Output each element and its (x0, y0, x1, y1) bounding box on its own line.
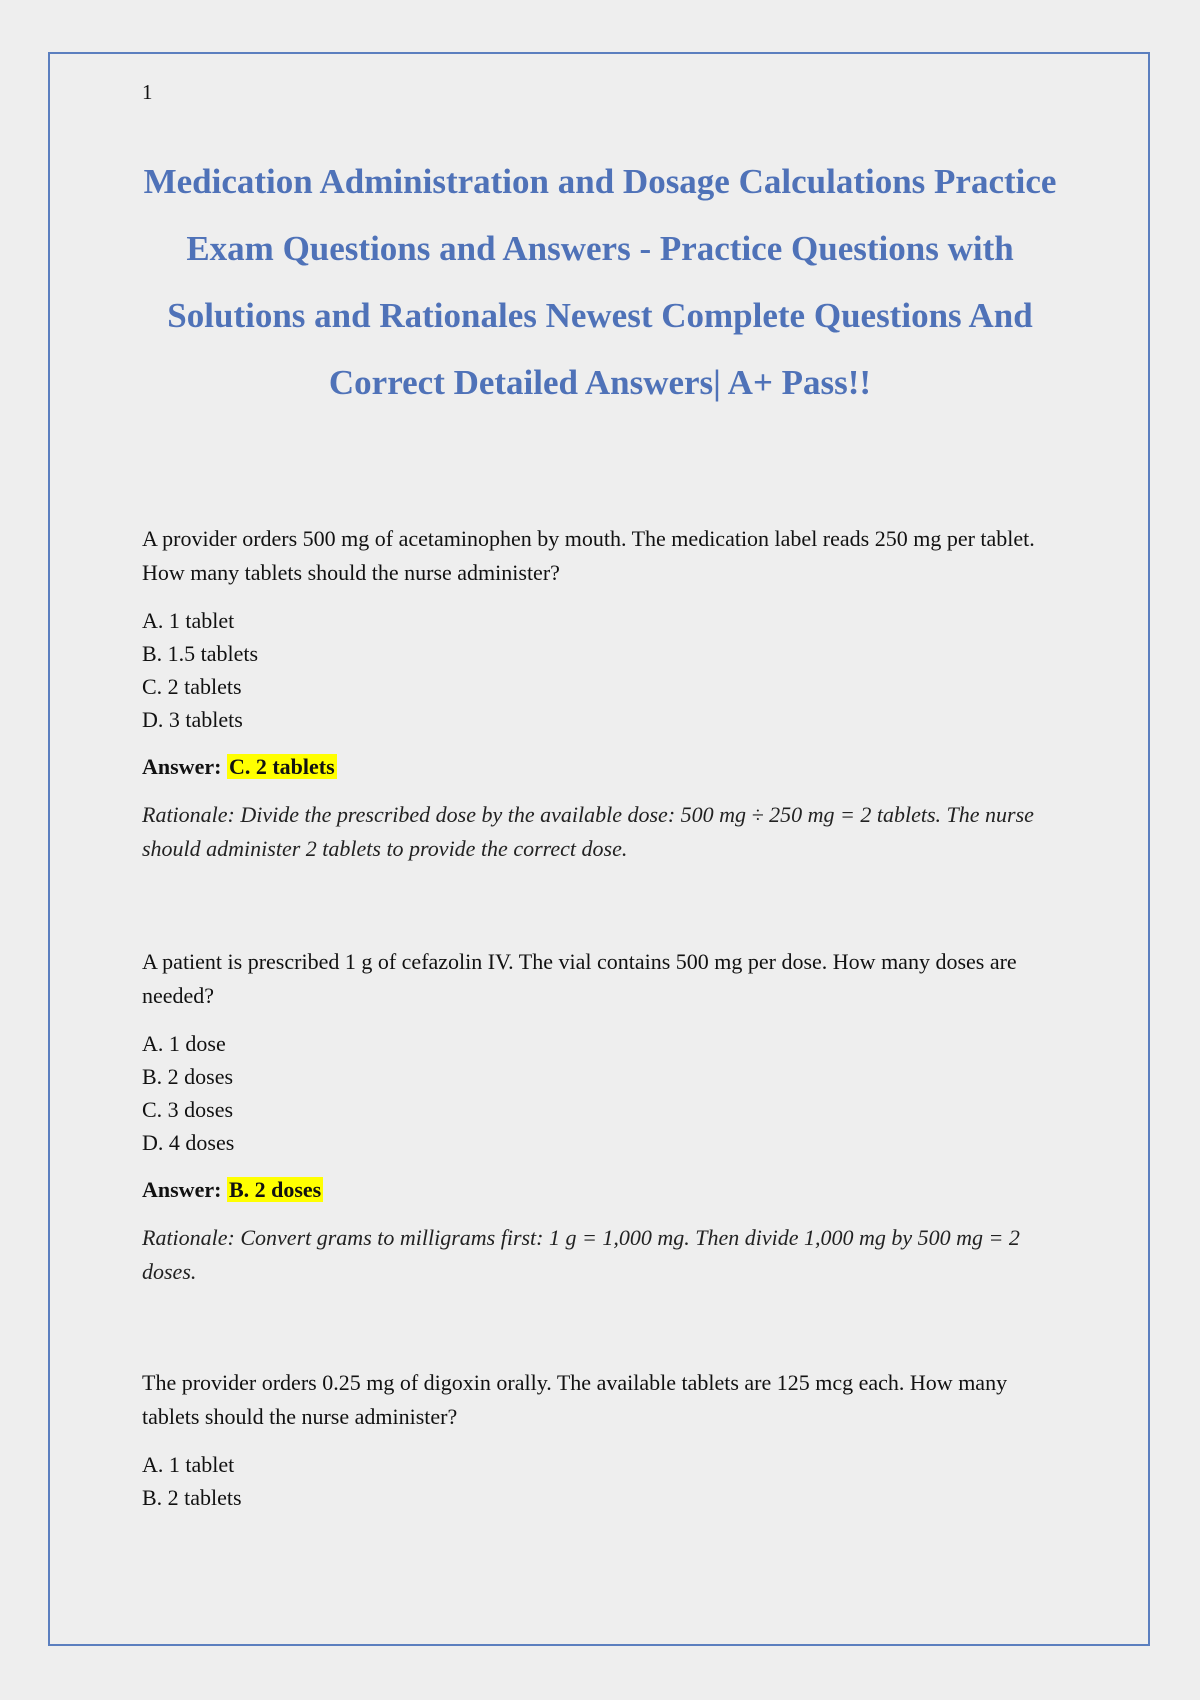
question-3 (142, 1366, 1062, 1514)
option-c: C. 2 tablets (142, 674, 242, 699)
question-text: A patient is prescribed 1 g of cefazolin IV. The vial contains 500 mg per dose. How many doses are needed? (142, 949, 1017, 1008)
option-a: A. 1 tablet (142, 608, 235, 633)
option-b: B. 2 doses (142, 1064, 234, 1089)
answer-label: Answer: (142, 754, 222, 779)
answer-options (142, 1027, 1062, 1159)
page-number: 1 (142, 80, 153, 104)
answer-value-highlight: C. 2 tablets (228, 754, 335, 779)
answer-options (142, 604, 1062, 736)
answer-line (142, 750, 1062, 784)
rationale: Rationale: Convert grams to milligrams first: 1 g = 1,000 mg. Then divide 1,000 mg by 500 mg = 2 doses. (142, 1225, 1020, 1284)
question-text: The provider orders 0.25 mg of digoxin orally. The available tablets are 125 mcg each. How many tablets should the nurse administer? (142, 1370, 1008, 1429)
answer-label: Answer: (142, 1177, 222, 1202)
question-text: A provider orders 500 mg of acetaminophen by mouth. The medication label reads 250 mg per tablet. How many tablets should the nurse administer? (142, 526, 1035, 585)
answer-line (142, 1173, 1062, 1207)
option-a: A. 1 tablet (142, 1452, 235, 1477)
option-b: B. 2 tablets (142, 1485, 242, 1510)
question-1 (142, 522, 1062, 866)
option-c: C. 3 doses (142, 1097, 234, 1122)
option-d: D. 3 tablets (142, 707, 243, 732)
rationale: Rationale: Divide the prescribed dose by the available dose: 500 mg ÷ 250 mg = 2 tablets. The nurse should administer 2 tablets to provide the correct dose. (142, 802, 1034, 861)
option-b: B. 1.5 tablets (142, 641, 259, 666)
answer-options (142, 1448, 1062, 1514)
document-title: Medication Administration and Dosage Calculations Practice Exam Questions and Answers - Practice Questions with Solutions and Rationales Newest Complete Questions And Correct Detailed Answers| A+ Pass!! (143, 162, 1057, 402)
option-d: D. 4 doses (142, 1130, 235, 1155)
option-a: A. 1 dose (142, 1031, 226, 1056)
question-2 (142, 945, 1062, 1289)
answer-value-highlight: B. 2 doses (228, 1177, 322, 1202)
